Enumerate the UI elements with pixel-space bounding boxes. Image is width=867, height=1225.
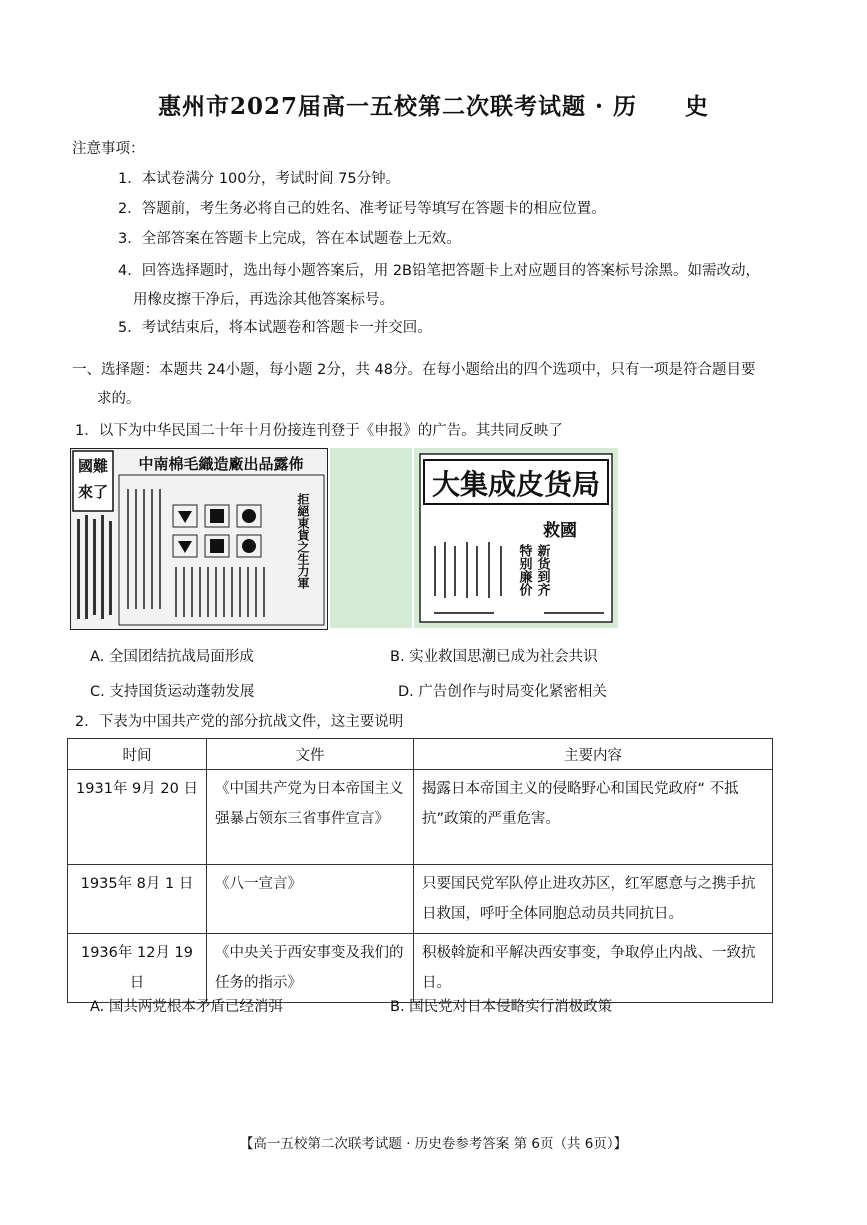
cell-time: 1935年 8月 1 日	[68, 865, 207, 934]
ad-right-col: 新货到齐	[534, 544, 550, 596]
cell-time: 1936年 12月 19 日	[68, 934, 207, 1003]
table-row	[68, 865, 773, 934]
table-header-row	[68, 739, 773, 770]
cell-document: 《八一宣言》	[207, 865, 414, 934]
notice-item: 4．回答选择题时，选出每小题答案后，用 2B铅笔把答题卡上对应题目的答案标号涂黑。如需改动，	[118, 263, 761, 279]
notice-item: 3．全部答案在答题卡上完成，答在本试题卷上无效。	[118, 231, 461, 247]
image-spacer	[330, 448, 412, 628]
notice-item-continued: 用橡皮擦干净后，再选涂其他答案标号。	[133, 292, 394, 308]
notice-heading: 注意事项：	[72, 141, 145, 157]
cell-content: 只要国民党军队停止进攻苏区，红军愿意与之携手抗日救国，呼吁全体同胞总动员共同抗日。	[414, 865, 773, 934]
col-header-document: 文件	[207, 739, 414, 770]
notice-item: 1．本试卷满分 100分，考试时间 75分钟。	[118, 171, 401, 187]
cell-content: 积极斡旋和平解决西安事变，争取停止内战、一致抗日。	[414, 934, 773, 1003]
ad-left-side-text: 國難	[77, 457, 109, 475]
newspaper-ad-image-right	[414, 448, 618, 628]
col-header-content: 主要内容	[414, 739, 773, 770]
table-row	[68, 770, 773, 865]
section-heading-continued: 求的。	[97, 391, 141, 407]
svg-text:來了: 來了	[77, 483, 109, 501]
q1-option-d: D. 广告创作与时局变化紧密相关	[398, 684, 607, 700]
q1-option-c: C. 支持国货运动蓬勃发展	[90, 684, 255, 700]
cell-document: 《中央关于西安事变及我们的任务的指示》	[207, 934, 414, 1003]
ad-right-sub: 救國	[543, 521, 577, 541]
ad-right-banner: 大集成皮货局	[431, 468, 601, 501]
q2-option-a: A. 国共两党根本矛盾已经消弭	[90, 999, 283, 1015]
newspaper-ad-image-left	[70, 448, 328, 630]
section-heading: 一、选择题：本题共 24小题，每小题 2分，共 48分。在每小题给出的四个选项中，只有一项是符合题目要	[72, 362, 756, 378]
cell-document: 《中国共产党为日本帝国主义强暴占领东三省事件宣言》	[207, 770, 414, 865]
question-1-stem: 1．以下为中华民国二十年十月份接连刊登于《申报》的广告。其共同反映了	[75, 423, 563, 439]
q2-option-b: B. 国民党对日本侵略实行消极政策	[390, 999, 613, 1015]
page-footer: 【高一五校第二次联考试题 · 历史卷参考答案 第 6页（共 6页）】	[239, 1136, 628, 1152]
question-2-stem: 2．下表为中国共产党的部分抗战文件，这主要说明	[75, 714, 404, 730]
cell-time: 1931年 9月 20 日	[68, 770, 207, 865]
ad-left-banner: 中南棉毛織造廠出品露佈	[138, 455, 304, 473]
col-header-time: 时间	[68, 739, 207, 770]
notice-item: 2．答题前，考生务必将自己的姓名、准考证号等填写在答题卡的相应位置。	[118, 201, 606, 217]
q1-option-a: A. 全国团结抗战局面形成	[90, 649, 254, 665]
q1-option-b: B. 实业救国思潮已成为社会共识	[390, 649, 598, 665]
notice-item: 5．考试结束后，将本试题卷和答题卡一并交回。	[118, 320, 432, 336]
table-row	[68, 934, 773, 1003]
cell-content: 揭露日本帝国主义的侵略野心和国民党政府“ 不抵抗”政策的严重危害。	[414, 770, 773, 865]
ad-right-col: 特别廉价	[516, 544, 532, 596]
ad-left-right-text: 拒絕東貨之生力軍	[296, 493, 310, 589]
documents-table	[67, 738, 773, 1003]
page-title: 惠州市2027届高一五校第二次联考试题 · 历 史	[157, 93, 710, 120]
